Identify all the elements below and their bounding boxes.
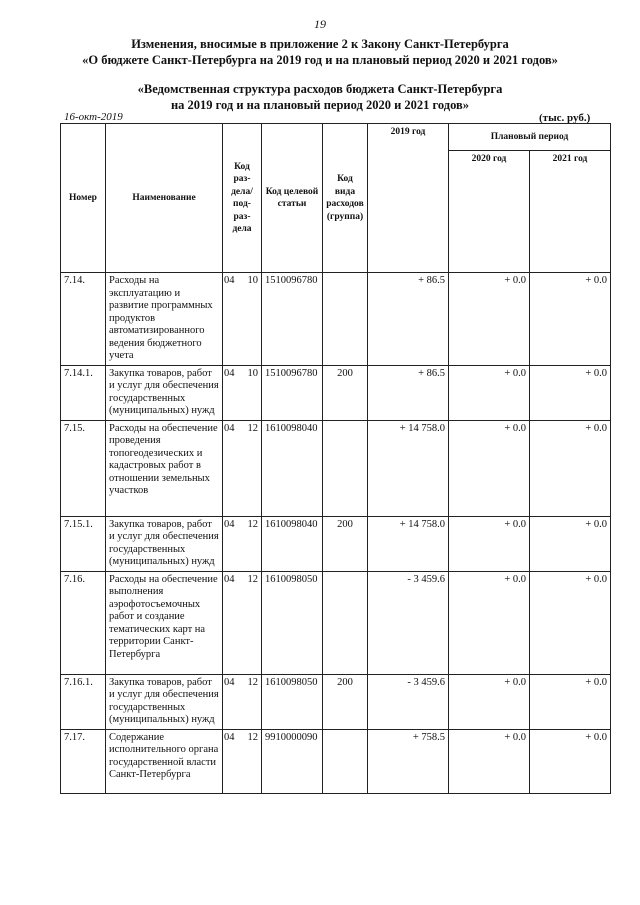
row-name: Закупка товаров, работ и услуг для обеспечения государственных (муниципальных) нужд xyxy=(106,674,223,729)
section-code: 04 xyxy=(224,367,235,379)
header-2021: 2021 год xyxy=(530,151,611,273)
subtitle-line-1: «Ведомственная структура расходов бюджета Санкт-Петербурга xyxy=(137,82,503,96)
row-target-code: 1610098040 xyxy=(262,516,323,571)
row-value-2020: + 0.0 xyxy=(449,729,530,793)
row-expense-code: 200 xyxy=(323,674,368,729)
subtitle-line-2: на 2019 год и на плановый период 2020 и 2021 годов» xyxy=(170,98,470,112)
row-value-2019: + 14 758.0 xyxy=(368,420,449,516)
header-2020: 2020 год xyxy=(449,151,530,273)
row-section-code xyxy=(223,273,262,366)
row-target-code: 1610098050 xyxy=(262,674,323,729)
table-body xyxy=(61,273,611,794)
header-target-code: Код целевой статьи xyxy=(262,124,323,273)
subsection-code: 12 xyxy=(247,731,258,743)
document-subtitle xyxy=(0,81,640,113)
row-expense-code: 200 xyxy=(323,365,368,420)
row-target-code: 1610098050 xyxy=(262,571,323,674)
header-planned-period: Плановый период xyxy=(449,124,611,151)
subsection-code: 12 xyxy=(247,422,258,434)
row-name: Закупка товаров, работ и услуг для обеспечения государственных (муниципальных) нужд xyxy=(106,365,223,420)
row-value-2021: + 0.0 xyxy=(530,516,611,571)
row-section-code xyxy=(223,674,262,729)
row-number: 7.14.1. xyxy=(61,365,106,420)
budget-table xyxy=(60,123,611,794)
row-number: 7.16.1. xyxy=(61,674,106,729)
row-name: Расходы на эксплуатацию и развитие программных продуктов автоматизированного ведения бюджетного учета xyxy=(106,273,223,366)
table-row xyxy=(61,571,611,674)
row-section-code xyxy=(223,571,262,674)
row-expense-code xyxy=(323,571,368,674)
row-expense-code xyxy=(323,273,368,366)
row-section-code xyxy=(223,420,262,516)
row-number: 7.14. xyxy=(61,273,106,366)
row-number: 7.16. xyxy=(61,571,106,674)
row-value-2020: + 0.0 xyxy=(449,273,530,366)
row-value-2019: - 3 459.6 xyxy=(368,674,449,729)
row-section-code xyxy=(223,365,262,420)
section-code: 04 xyxy=(224,676,235,688)
header-expense-code: Код вида расходов (группа) xyxy=(323,124,368,273)
section-code: 04 xyxy=(224,518,235,530)
units-label: (тыс. руб.) xyxy=(539,112,591,124)
row-value-2019: - 3 459.6 xyxy=(368,571,449,674)
header-2019: 2019 год xyxy=(368,124,449,273)
row-expense-code: 200 xyxy=(323,516,368,571)
subsection-code: 10 xyxy=(247,367,258,379)
subsection-code: 12 xyxy=(247,518,258,530)
row-value-2019: + 14 758.0 xyxy=(368,516,449,571)
table-row xyxy=(61,420,611,516)
row-section-code xyxy=(223,729,262,793)
row-number: 7.17. xyxy=(61,729,106,793)
row-target-code: 1610098040 xyxy=(262,420,323,516)
row-value-2019: + 86.5 xyxy=(368,273,449,366)
document-date: 16-окт-2019 xyxy=(64,111,123,123)
row-value-2019: + 86.5 xyxy=(368,365,449,420)
row-name: Расходы на обеспечение проведения топогеодезических и кадастровых работ в отношении земельных участков xyxy=(106,420,223,516)
row-value-2020: + 0.0 xyxy=(449,516,530,571)
row-value-2021: + 0.0 xyxy=(530,674,611,729)
row-value-2020: + 0.0 xyxy=(449,420,530,516)
table-row xyxy=(61,365,611,420)
row-expense-code xyxy=(323,729,368,793)
table-row xyxy=(61,674,611,729)
row-number: 7.15. xyxy=(61,420,106,516)
subsection-code: 12 xyxy=(247,676,258,688)
header-name: Наименование xyxy=(106,124,223,273)
row-name: Расходы на обеспечение выполнения аэрофотосъемочных работ и создание тематических карт на территории Санкт-Петербурга xyxy=(106,571,223,674)
subsection-code: 10 xyxy=(247,275,258,286)
row-value-2020: + 0.0 xyxy=(449,571,530,674)
row-value-2019: + 758.5 xyxy=(368,729,449,793)
section-code: 04 xyxy=(224,422,235,434)
row-value-2021: + 0.0 xyxy=(530,729,611,793)
row-name: Закупка товаров, работ и услуг для обеспечения государственных (муниципальных) нужд xyxy=(106,516,223,571)
row-name: Содержание исполнительного органа государственной власти Санкт-Петербурга xyxy=(106,729,223,793)
title-line-1: Изменения, вносимые в приложение 2 к Закону Санкт-Петербурга xyxy=(131,37,509,51)
table-row xyxy=(61,516,611,571)
header-section-code: Код раз-дела/ под-раз-дела xyxy=(223,124,262,273)
row-value-2021: + 0.0 xyxy=(530,571,611,674)
section-code: 04 xyxy=(224,573,235,585)
table-row xyxy=(61,273,611,366)
row-value-2020: + 0.0 xyxy=(449,674,530,729)
row-target-code: 1510096780 xyxy=(262,273,323,366)
row-number: 7.15.1. xyxy=(61,516,106,571)
page-number: 19 xyxy=(314,17,326,31)
section-code: 04 xyxy=(224,731,235,743)
table-row xyxy=(61,729,611,793)
document-title xyxy=(0,36,640,68)
title-line-2: «О бюджете Санкт-Петербурга на 2019 год и на плановый период 2020 и 2021 годов» xyxy=(82,53,558,67)
row-value-2020: + 0.0 xyxy=(449,365,530,420)
row-value-2021: + 0.0 xyxy=(530,365,611,420)
row-expense-code xyxy=(323,420,368,516)
section-code: 04 xyxy=(224,275,235,286)
row-value-2021: + 0.0 xyxy=(530,273,611,366)
row-target-code: 9910000090 xyxy=(262,729,323,793)
row-value-2021: + 0.0 xyxy=(530,420,611,516)
header-number: Номер xyxy=(61,124,106,273)
row-target-code: 1510096780 xyxy=(262,365,323,420)
row-section-code xyxy=(223,516,262,571)
subsection-code: 12 xyxy=(247,573,258,585)
